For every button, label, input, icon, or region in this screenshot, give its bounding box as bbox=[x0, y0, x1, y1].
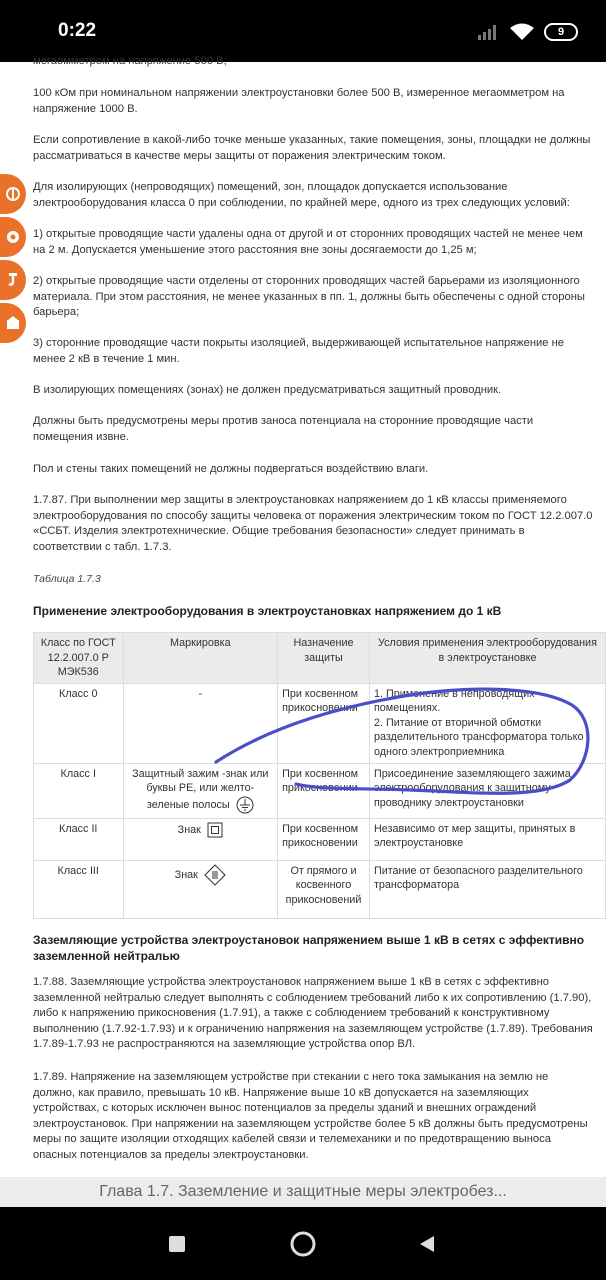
paragraph: 1.7.87. При выполнении мер защиты в электроустановках напряжением до 1 кВ классы применяемого электрооборудования по способу защиты человека от поражения электрическим током по ГОСТ 12.2.007.0 «ССБТ. Изделия электротехнические. Общие требования безопасности» следует принимать в соответствии с табл. 1.7.3. bbox=[33, 494, 593, 553]
side-tool-button[interactable] bbox=[0, 260, 26, 300]
table-row bbox=[34, 683, 606, 763]
cell-marking-text: Знак bbox=[177, 823, 201, 836]
cell-marking bbox=[123, 763, 278, 818]
crane-hook-icon bbox=[5, 272, 21, 288]
cell-conditions: Присоединение заземляющего зажима электрооборудования к защитному проводнику электроустановки bbox=[369, 763, 605, 818]
status-bar bbox=[0, 0, 606, 62]
home-button[interactable] bbox=[288, 1229, 318, 1259]
column-header: Маркировка bbox=[123, 633, 278, 684]
table-row bbox=[34, 860, 606, 918]
paragraph: Должны быть предусмотрены меры против заноса потенциала на сторонние проводящие части помещения извне. bbox=[33, 415, 534, 443]
cell-conditions: Независимо от мер защиты, принятых в электроустановке bbox=[369, 818, 605, 860]
paragraph: Для изолирующих (непроводящих) помещений, зон, площадок допускается использование электрооборудования класса 0 при соблюдении, по крайней мере, одного из трех следующих условий: bbox=[33, 181, 570, 209]
class-three-icon bbox=[204, 864, 226, 886]
paragraph-cut: мегаомметром на напряжение 500 В; bbox=[33, 55, 227, 67]
cell-purpose: При косвенном прикосновении bbox=[278, 818, 370, 860]
table-header-row bbox=[34, 633, 606, 684]
table-row bbox=[34, 763, 606, 818]
cell-marking-text: Защитный зажим -знак или буквы PE, или желто-зеленые полосы bbox=[132, 767, 269, 811]
signal-icon bbox=[478, 24, 500, 40]
paragraph: В изолирующих помещениях (зонах) не должен предусматриваться защитный проводник. bbox=[33, 384, 502, 396]
cell-marking-text: Знак bbox=[174, 868, 198, 881]
cable-icon bbox=[5, 186, 21, 202]
cell-class: Класс III bbox=[34, 860, 124, 918]
tools-icon bbox=[5, 229, 21, 245]
article-content[interactable] bbox=[0, 55, 606, 1177]
table-title: Применение электрооборудования в электроустановках напряжением до 1 кВ bbox=[33, 604, 502, 618]
back-triangle-icon bbox=[417, 1234, 437, 1254]
recent-apps-button[interactable] bbox=[162, 1229, 192, 1259]
cell-class: Класс 0 bbox=[34, 683, 124, 763]
paragraph: 100 кОм при номинальном напряжении электроустановки более 500 В, измеренное мегаомметром на напряжение 1000 В. bbox=[33, 87, 565, 115]
cell-conditions: Питание от безопасного разделительного трансформатора bbox=[369, 860, 605, 918]
section-heading: Заземляющие устройства электроустановок напряжением выше 1 кВ в сетях с эффективно заземленной нейтралью bbox=[33, 933, 585, 963]
paragraph: Если сопротивление в какой-либо точке меньше указанных, такие помещения, зоны, площадки не должны рассматриваться в качестве меры защиты от поражения электрическим током. bbox=[33, 134, 591, 162]
cell-marking bbox=[123, 818, 278, 860]
column-header: Класс по ГОСТ 12.2.007.0 Р МЭК536 bbox=[34, 633, 124, 684]
paragraph: 1.7.88. Заземляющие устройства электроустановок напряжением выше 1 кВ в сетях с эффективно заземленной нейтралью следует выполнять с соблюдением требований либо к их сопротивлению (1.7.90), либо к напряжению прикосновения (1.7.91), а также с соблюдением требований к конструктивному выполнению (1.7.92-1.7.93) и к ограничению напряжения на заземляющем устройстве (1.7.89). Требования 1.7.89-1.7.93 не распространяются на заземляющие устройства опор ВЛ. bbox=[33, 976, 593, 1051]
cell-marking bbox=[123, 860, 278, 918]
ground-symbol-icon bbox=[236, 796, 254, 814]
battery-icon: 9 bbox=[544, 23, 578, 41]
back-button[interactable] bbox=[412, 1229, 442, 1259]
cell-class: Класс II bbox=[34, 818, 124, 860]
data-table bbox=[33, 632, 606, 919]
side-toolbar bbox=[0, 174, 26, 346]
cell-class: Класс I bbox=[34, 763, 124, 818]
paragraph: Пол и стены таких помещений не должны подвергаться воздействию влаги. bbox=[33, 463, 429, 475]
status-time: 0:22 bbox=[58, 20, 97, 41]
circle-icon bbox=[289, 1230, 317, 1258]
wifi-icon bbox=[510, 23, 534, 41]
square-icon bbox=[168, 1235, 186, 1253]
warning-box-icon bbox=[5, 315, 21, 331]
cell-purpose: От прямого и косвенного прикосновений bbox=[278, 860, 370, 918]
paragraph: 3) сторонние проводящие части покрыты изоляцией, выдерживающей испытательное напряжение не менее 2 кВ в течение 1 мин. bbox=[33, 337, 565, 365]
side-tool-button[interactable] bbox=[0, 303, 26, 343]
navigation-bar bbox=[0, 1207, 606, 1280]
cell-marking: - bbox=[123, 683, 278, 763]
double-insulation-icon bbox=[207, 822, 223, 838]
paragraph: 2) открытые проводящие части отделены от сторонних проводящих частей барьерами из изоляционного материала. При этом расстояния, не менее указанных в пп. 1, должны быть обеспечены с одной стороны барьера; bbox=[33, 275, 585, 319]
status-icons bbox=[478, 20, 578, 44]
cell-purpose: При косвенном прикосновении bbox=[278, 763, 370, 818]
cell-purpose: При косвенном прикосновении bbox=[278, 683, 370, 763]
table-caption: Таблица 1.7.3 bbox=[33, 573, 101, 585]
side-tool-button[interactable] bbox=[0, 174, 26, 214]
side-tool-button[interactable] bbox=[0, 217, 26, 257]
column-header: Условия применения электрооборудования в электроустановке bbox=[369, 633, 605, 684]
cell-conditions: 1. Применение в непроводящих помещениях. 2. Питание от вторичной обмотки разделительного трансформатора только одного электроприемника bbox=[369, 683, 605, 763]
table-row bbox=[34, 818, 606, 860]
paragraph: 1) открытые проводящие части удалены одна от другой и от сторонних проводящих частей не менее чем на 2 м. Допускается уменьшение этого расстояния вне зоны досягаемости до 1,25 м; bbox=[33, 228, 583, 256]
chapter-title-bar[interactable]: Глава 1.7. Заземление и защитные меры электробез... bbox=[0, 1177, 606, 1207]
paragraph: 1.7.89. Напряжение на заземляющем устройстве при стекании с него тока замыкания на землю не должно, как правило, превышать 10 кВ. Напряжение выше 10 кВ допускается на заземляющих устройствах, с которых исключен вынос потенциалов за пределы зданий и внешних ограждений электроустановок. При напряжении на заземляющем устройстве более 5 кВ должны быть предусмотрены меры по защите изоляции отходящих кабелей связи и телемеханики и по предотвращению выноса опасных потенциалов за пределы электроустановки. bbox=[33, 1071, 588, 1161]
column-header: Назначение защиты bbox=[278, 633, 370, 684]
